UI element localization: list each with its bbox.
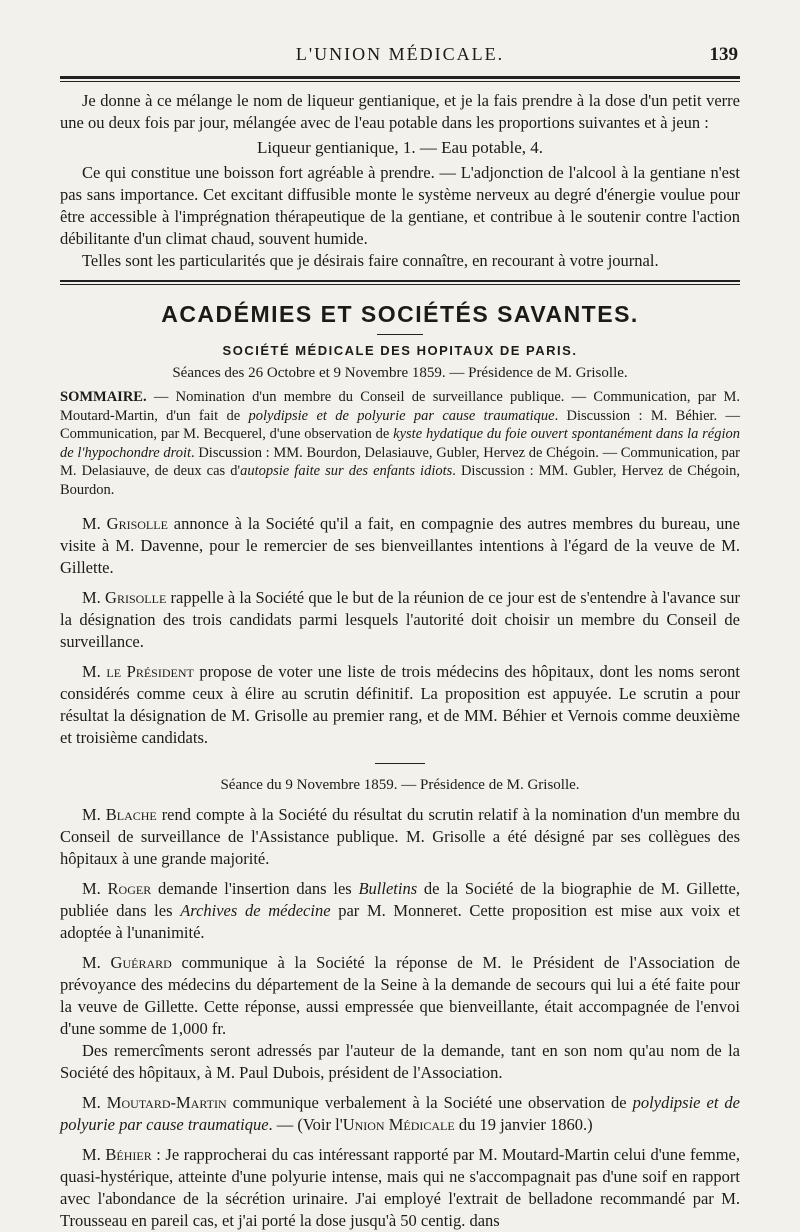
journal-title: Bulletins: [358, 879, 418, 898]
formula-line: Liqueur gentianique, 1. — Eau potable, 4.: [256, 138, 544, 157]
paragraph-text: par M. Monneret. Cette proposition est mise aux voix et adoptée à l'unanimité.: [60, 901, 741, 942]
session-divider: [375, 763, 425, 764]
session1-paragraph-1: [60, 513, 740, 579]
session2-heading: Séance du 9 Novembre 1859. — Présidence de M. Grisolle.: [220, 777, 580, 793]
speaker-name: M. Blache: [82, 805, 157, 824]
summary-text-c: . Discussion : M. Béhier. — Communication, par M. Becquerel, d'une observation de: [60, 407, 740, 442]
summary-text-d: kyste hydatique du foie ouvert spontanément dans la région de l'hypochondre droit: [60, 426, 741, 461]
section-title: ACADÉMIES ET SOCIÉTÉS SAVANTES.: [161, 301, 639, 327]
paragraph-text: rappelle à la Société que le but de la réunion de ce jour est de s'entendre à l'avance sur la désignation des trois candidats parmi lesquels l'autorité doit choisir un membre du Conseil de surveillance.: [60, 588, 740, 651]
journal-page: [60, 40, 740, 1232]
paragraph-text: de la Société de la biographie de M. Gillette, publiée dans les: [60, 879, 740, 920]
session2-paragraph-1: [60, 804, 740, 870]
session1-paragraph-3: [60, 661, 740, 749]
running-title: L'UNION MÉDICALE.: [295, 44, 505, 64]
speaker-name: M. Grisolle: [82, 514, 168, 533]
page-number: 139: [709, 44, 738, 65]
speaker-name: M. Béhier: [82, 1145, 152, 1164]
title-underline: [377, 334, 423, 335]
intro-paragraph-3: Telles sont les particularités que je désirais faire connaître, en recourant à votre journal.: [82, 251, 659, 270]
paragraph-text: du 19 janvier 1860.): [454, 1115, 593, 1134]
session2-paragraph-4: Des remercîments seront adressés par l'auteur de la demande, tant en son nom qu'au nom de la Société des hôpitaux, à M. Paul Dubois, président de l'Association.: [60, 1041, 740, 1082]
intro-paragraph-2: Ce qui constitue une boisson fort agréable à prendre. — L'adjonction de l'alcool à la gentiane n'est pas sans importance. Cet excitant diffusible monte le système nerveux au degré d'énergie voulue pour être accessible à l'imprégnation thérapeutique de la gentiane, et contribue à le soutenir contre l'action débilitante d'un climat chaud, souvent humide.: [60, 163, 740, 248]
page-header: [60, 40, 740, 70]
paragraph-text: annonce à la Société qu'il a fait, en compagnie des autres membres du bureau, une visite à M. Davenne, pour le remercier de ses bienveillantes intentions à l'égard de la veuve de M. Gillette.: [60, 514, 740, 577]
section-rule-thin: [60, 284, 740, 285]
summary-label: SOMMAIRE.: [60, 389, 147, 405]
session1-paragraph-2: [60, 587, 740, 653]
header-rule: [60, 76, 740, 82]
journal-title: Union Médicale: [342, 1115, 455, 1134]
speaker-name: M. Grisolle: [82, 588, 167, 607]
journal-title: Archives de médecine: [180, 901, 331, 920]
speaker-name: M. Roger: [82, 879, 152, 898]
session2-paragraph-6: [60, 1144, 740, 1232]
paragraph-text: . — (Voir l': [268, 1115, 343, 1134]
summary-text-b: polydipsie et de polyurie par cause traumatique: [248, 407, 555, 424]
paragraph-text: demande l'insertion dans les: [151, 879, 359, 898]
summary-paragraph: [60, 388, 740, 499]
paragraph-text: propose de voter une liste de trois médecins des hôpitaux, dont les noms seront considérés comme ceux à élire au scrutin définitif. La proposition est appuyée. Le scrutin a pour résultat la désignation de M. Grisolle au premier rang, et de MM. Béhier et Vernois comme deuxième et troisième candidats.: [60, 662, 740, 747]
paragraph-text: : Je rapprocherai du cas intéressant rapporté par M. Moutard-Martin celui d'une femme, quasi-hystérique, atteinte d'une polyurie intense, mais qui ne s'accompagnait pas d'une soif en rapport avec l'abondance de la sécrétion urinaire. J'ai employé l'extrait de belladone recommandé par M. Trousseau en pareil cas, et j'ai porté la dose jusqu'à 50 centig. dans: [60, 1145, 740, 1230]
paragraph-text: rend compte à la Société du résultat du scrutin relatif à la nomination d'un membre du Conseil de surveillance de l'Assistance publique. M. Grisolle a été désigné par ses collègues des hôpitaux à une grande majorité.: [60, 805, 740, 868]
society-title: SOCIÉTÉ MÉDICALE DES HOPITAUX DE PARIS.: [222, 343, 578, 358]
speaker-name: M. Moutard-Martin: [82, 1093, 227, 1112]
section-rule-thick: [60, 280, 740, 282]
intro-paragraph-1: Je donne à ce mélange le nom de liqueur gentianique, et je la fais prendre à la dose d'un petit verre une ou deux fois par jour, mélangée avec de l'eau potable dans les proportions suivantes et à jeun :: [60, 91, 740, 132]
summary-text-g: . Discussion : MM. Gubler, Hervez de Chégoin, Bourdon.: [60, 463, 740, 498]
summary-text-a: — Nomination d'un membre du Conseil de surveillance publique. — Communication, par M. Moutard-Martin, d'un fait de: [60, 389, 740, 424]
session2-paragraph-3: [60, 952, 740, 1040]
speaker-name: M. le Président: [82, 662, 194, 681]
summary-text-e: . Discussion : MM. Bourdon, Delasiauve, Gubler, Hervez de Chégoin. — Communication, par M. Delasiauve, de deux cas d': [60, 444, 741, 479]
emphasis: polydipsie et de polyurie par cause traumatique: [60, 1093, 740, 1134]
session2-paragraph-5: [60, 1092, 740, 1136]
session2-paragraph-2: [60, 878, 740, 944]
summary-text-f: autopsie faite sur des enfants idiots: [240, 463, 453, 479]
speaker-name: M. Guérard: [82, 953, 172, 972]
paragraph-text: communique à la Société la réponse de M. le Président de l'Association de prévoyance des médecins du département de la Seine à la demande de secours qui lui a été faite pour la veuve de Gillette. Cette réponse, aussi empressée que bienveillante, était accompagnée de l'envoi d'une somme de 1,000 fr.: [60, 953, 740, 1038]
sessions-heading: Séances des 26 Octobre et 9 Novembre 1859. — Présidence de M. Grisolle.: [172, 365, 628, 381]
paragraph-text: communique verbalement à la Société une observation de: [226, 1093, 633, 1112]
